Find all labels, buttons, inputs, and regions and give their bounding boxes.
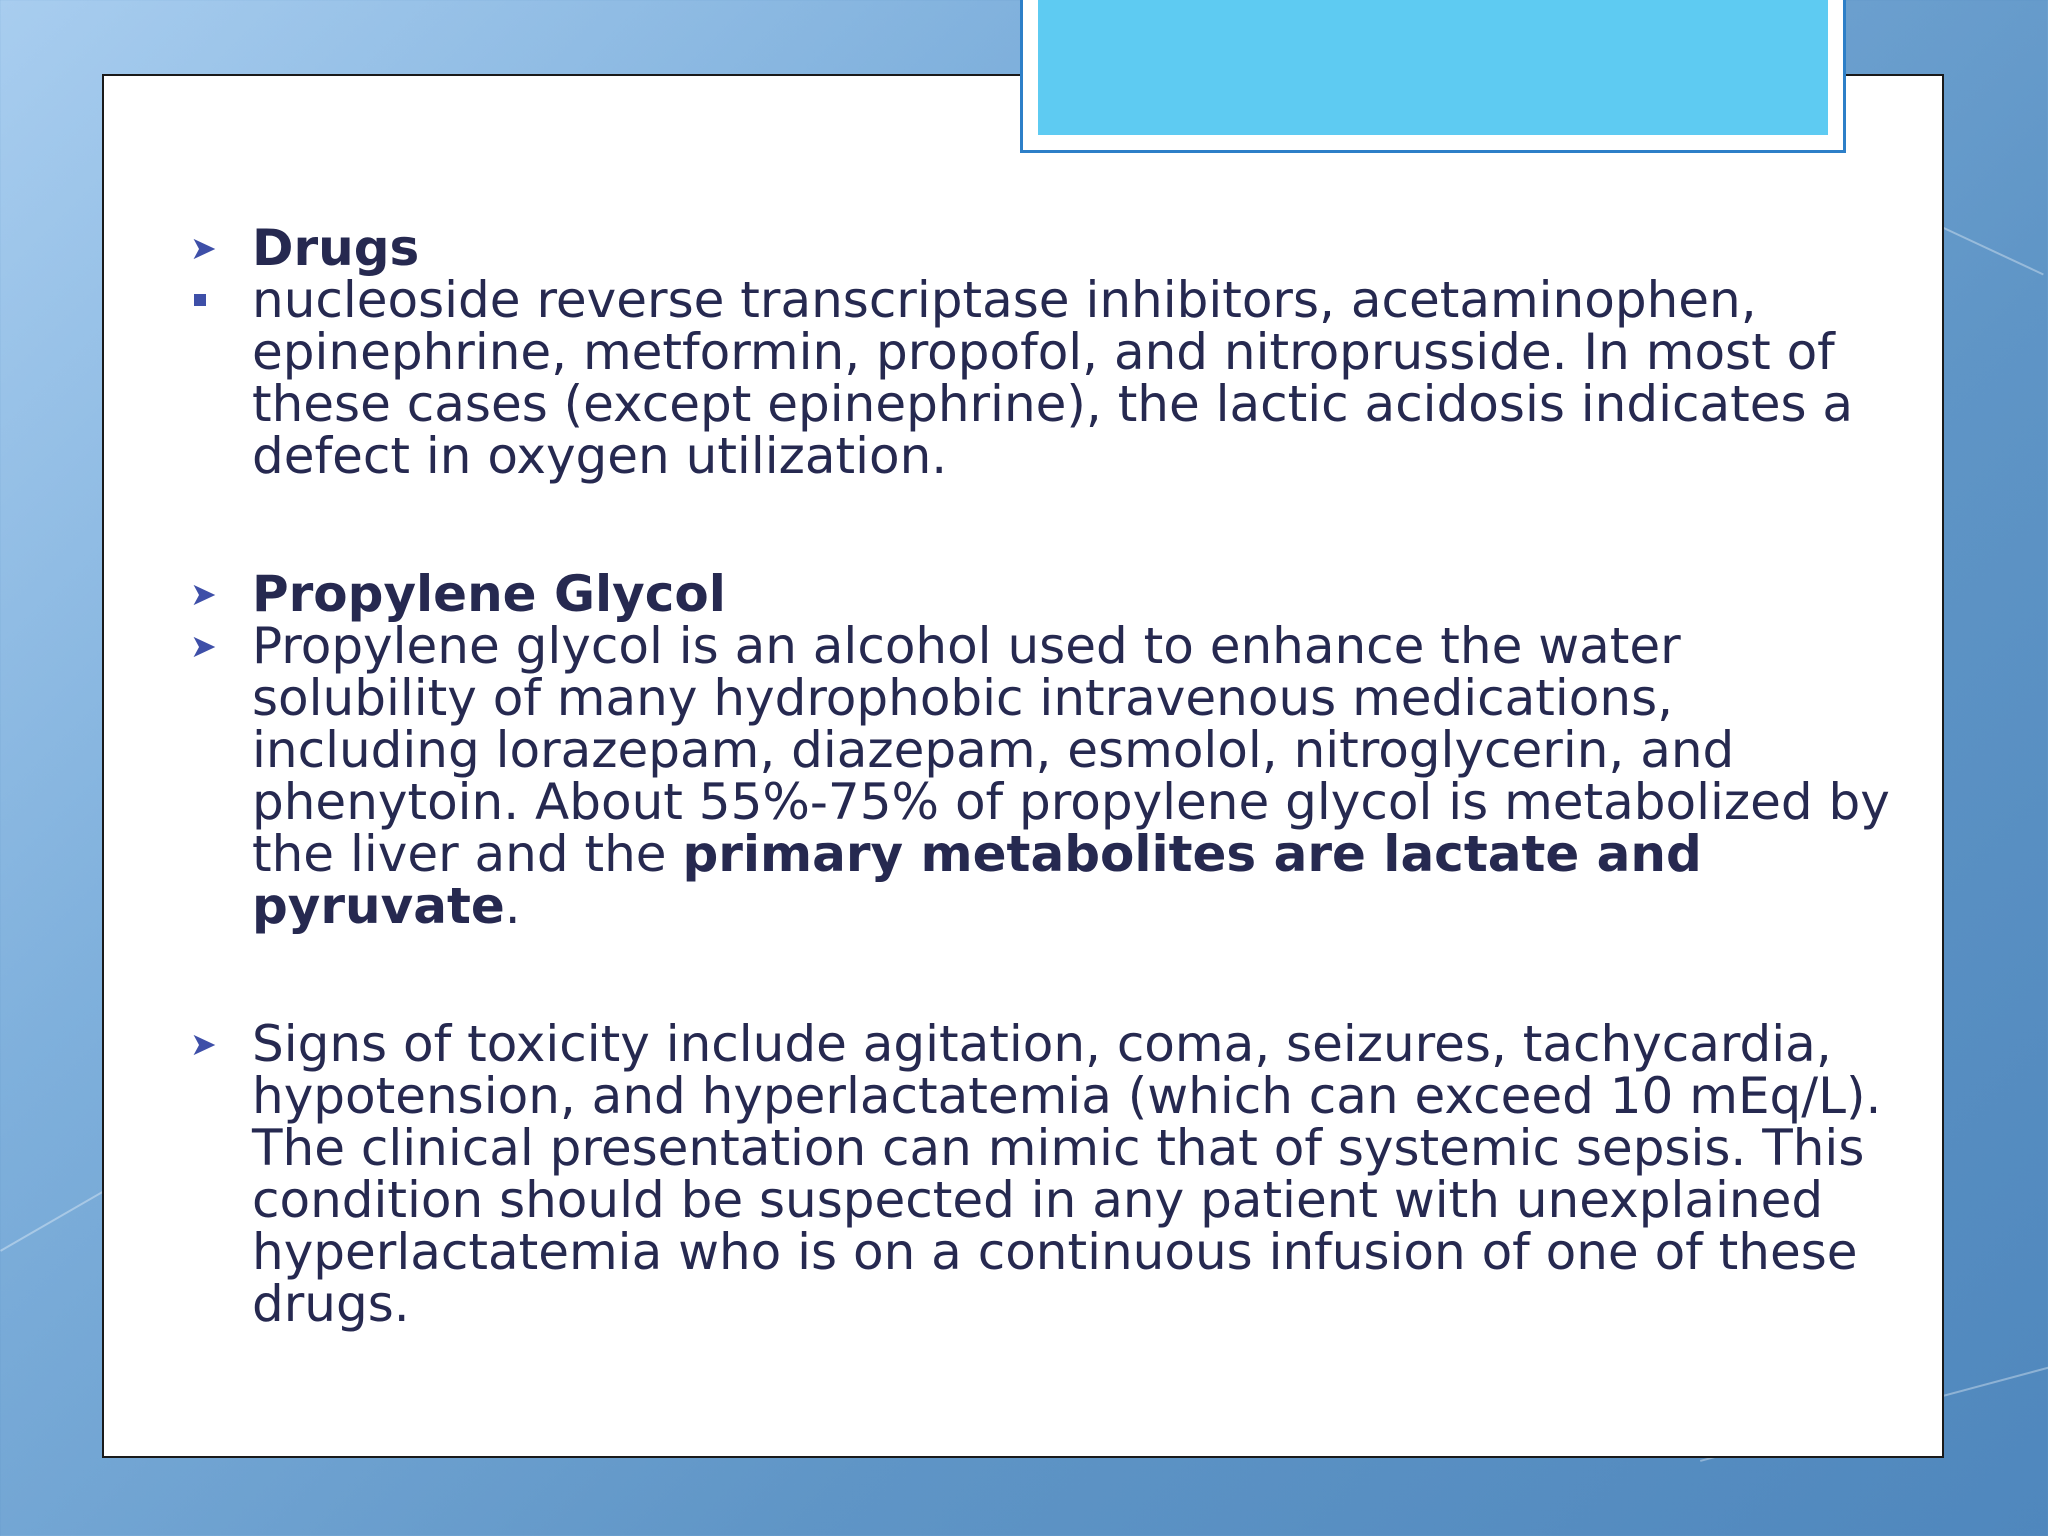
list-item-propylene-heading — [190, 565, 1890, 623]
list-item-toxicity — [190, 1015, 1890, 1333]
square-bullet-icon — [190, 274, 230, 326]
slide-body — [190, 219, 1890, 1333]
propylene-body-tail: . — [504, 877, 521, 935]
list-item-drugs-heading — [190, 219, 1890, 277]
arrow-bullet-icon: ➤ — [190, 575, 217, 613]
propylene-body-emphasis: primary metabolites are lactate and pyruvate — [252, 825, 1702, 935]
section-heading-drugs: Drugs — [252, 219, 420, 277]
arrow-bullet-icon: ➤ — [190, 1025, 217, 1063]
arrow-bullet-icon: ➤ — [190, 229, 217, 267]
section-heading-propylene-glycol: Propylene Glycol — [252, 565, 726, 623]
toxicity-body-text: Signs of toxicity include agitation, coma, seizures, tachycardia, hypotension, and hyperlactatemia (which can exceed 10 mEq/L). The clinical presentation can mimic that of systemic sepsis. This condition should be suspected in any patient with unexplained hyperlactatemia who is on a continuous infusion of one of these drugs. — [252, 1015, 1882, 1333]
list-item-propylene-body — [190, 617, 1890, 935]
drugs-body-text: nucleoside reverse transcriptase inhibitors, acetaminophen, epinephrine, metformin, propofol, and nitroprusside. In most of these cases (except epinephrine), the lactic acidosis indicates a defect in oxygen utilization. — [252, 271, 1854, 485]
propylene-body-lead: Propylene glycol is an alcohol used to enhance the water solubility of many hydrophobic intravenous medications, including lorazepam, diazepam, esmolol, nitroglycerin, and phenytoin. About 55%-75% of propylene glycol is metabolized by the liver and the — [252, 617, 1890, 883]
list-item-drugs-body — [190, 271, 1890, 485]
arrow-bullet-icon: ➤ — [190, 627, 217, 665]
title-placeholder — [1038, 0, 1828, 135]
